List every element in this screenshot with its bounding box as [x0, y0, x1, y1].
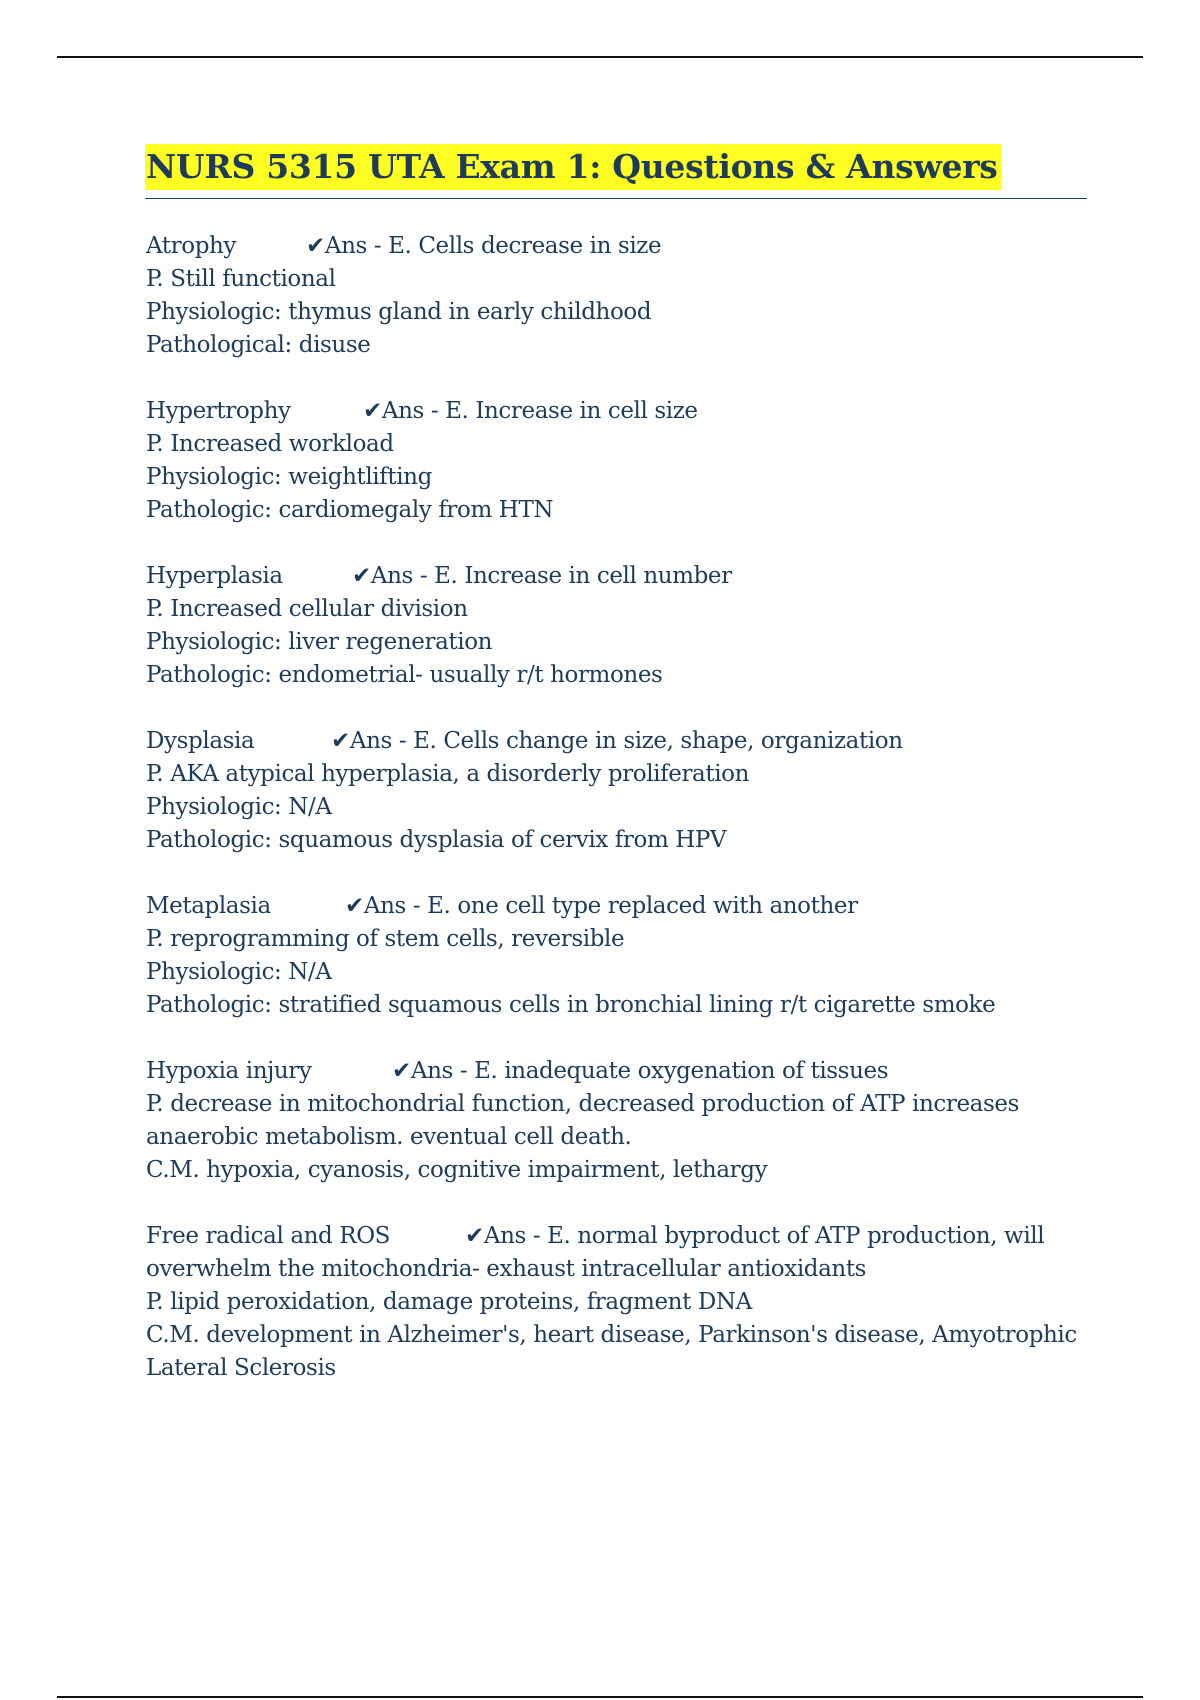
detail-line: P. Still functional [146, 266, 336, 292]
answer-text: E. normal byproduct of ATP production, will overwhelm the mitochondria- exhaust intracellular antioxidants [146, 1223, 1045, 1282]
question-answer-line [146, 890, 1096, 923]
flashcard [146, 230, 1096, 362]
separator: - [373, 233, 382, 259]
term: Hypoxia injury [146, 1058, 312, 1084]
top-divider [57, 56, 1143, 58]
separator: - [532, 1223, 541, 1249]
question-answer-line [146, 1055, 1096, 1088]
answer-marker: ✔Ans [345, 893, 406, 919]
question-answer-line [146, 725, 1096, 758]
term: Free radical and ROS [146, 1223, 391, 1249]
answer-text: E. inadequate oxygenation of tissues [474, 1058, 889, 1084]
flashcard [146, 560, 1096, 692]
flashcard-list [146, 230, 1096, 1418]
answer-text: E. Increase in cell number [434, 563, 732, 589]
detail-line: Physiologic: weightlifting [146, 464, 432, 490]
flashcard [146, 395, 1096, 527]
term: Atrophy [146, 233, 237, 259]
detail-line: C.M. development in Alzheimer's, heart disease, Parkinson's disease, Amyotrophic Lateral Sclerosis [146, 1322, 1077, 1381]
detail-line: Pathologic: stratified squamous cells in bronchial lining r/t cigarette smoke [146, 992, 996, 1018]
detail-line: P. Increased cellular division [146, 596, 468, 622]
detail-line: Physiologic: liver regeneration [146, 629, 493, 655]
separator: - [459, 1058, 468, 1084]
answer-text: E. Cells change in size, shape, organization [413, 728, 903, 754]
detail-line: P. reprogramming of stem cells, reversible [146, 926, 625, 952]
bottom-divider [57, 1696, 1143, 1698]
term: Metaplasia [146, 893, 271, 919]
question-answer-line [146, 395, 1096, 428]
detail-line: Pathologic: endometrial- usually r/t hormones [146, 662, 663, 688]
detail-line: Physiologic: thymus gland in early childhood [146, 299, 652, 325]
detail-line: Pathologic: cardiomegaly from HTN [146, 497, 554, 523]
flashcard [146, 890, 1096, 1022]
question-answer-line [146, 560, 1096, 593]
answer-marker: ✔Ans [331, 728, 392, 754]
detail-line: P. Increased workload [146, 431, 394, 457]
question-answer-line [146, 1220, 1096, 1286]
question-answer-line [146, 230, 1096, 263]
detail-line: Physiologic: N/A [146, 959, 332, 985]
detail-line: Pathologic: squamous dysplasia of cervix from HPV [146, 827, 727, 853]
answer-text: E. Increase in cell size [445, 398, 698, 424]
answer-marker: ✔Ans [306, 233, 367, 259]
answer-marker: ✔Ans [363, 398, 424, 424]
page-title: NURS 5315 UTA Exam 1: Questions & Answers [145, 144, 1001, 190]
answer-marker: ✔Ans [352, 563, 413, 589]
flashcard [146, 1220, 1096, 1385]
separator: - [398, 728, 407, 754]
flashcard [146, 1055, 1096, 1187]
term: Dysplasia [146, 728, 255, 754]
separator: - [419, 563, 428, 589]
separator: - [430, 398, 439, 424]
term: Hypertrophy [146, 398, 291, 424]
term: Hyperplasia [146, 563, 283, 589]
flashcard [146, 725, 1096, 857]
title-underline [145, 144, 1087, 199]
answer-text: E. Cells decrease in size [388, 233, 662, 259]
detail-line: P. AKA atypical hyperplasia, a disorderly proliferation [146, 761, 750, 787]
detail-line: P. decrease in mitochondrial function, decreased production of ATP increases anaerobic metabolism. eventual cell death. [146, 1091, 1020, 1150]
detail-line: Physiologic: N/A [146, 794, 332, 820]
detail-line: C.M. hypoxia, cyanosis, cognitive impairment, lethargy [146, 1157, 768, 1183]
answer-marker: ✔Ans [392, 1058, 453, 1084]
detail-line: Pathological: disuse [146, 332, 371, 358]
answer-marker: ✔Ans [465, 1223, 526, 1249]
separator: - [412, 893, 421, 919]
answer-text: E. one cell type replaced with another [427, 893, 858, 919]
detail-line: P. lipid peroxidation, damage proteins, fragment DNA [146, 1289, 752, 1315]
